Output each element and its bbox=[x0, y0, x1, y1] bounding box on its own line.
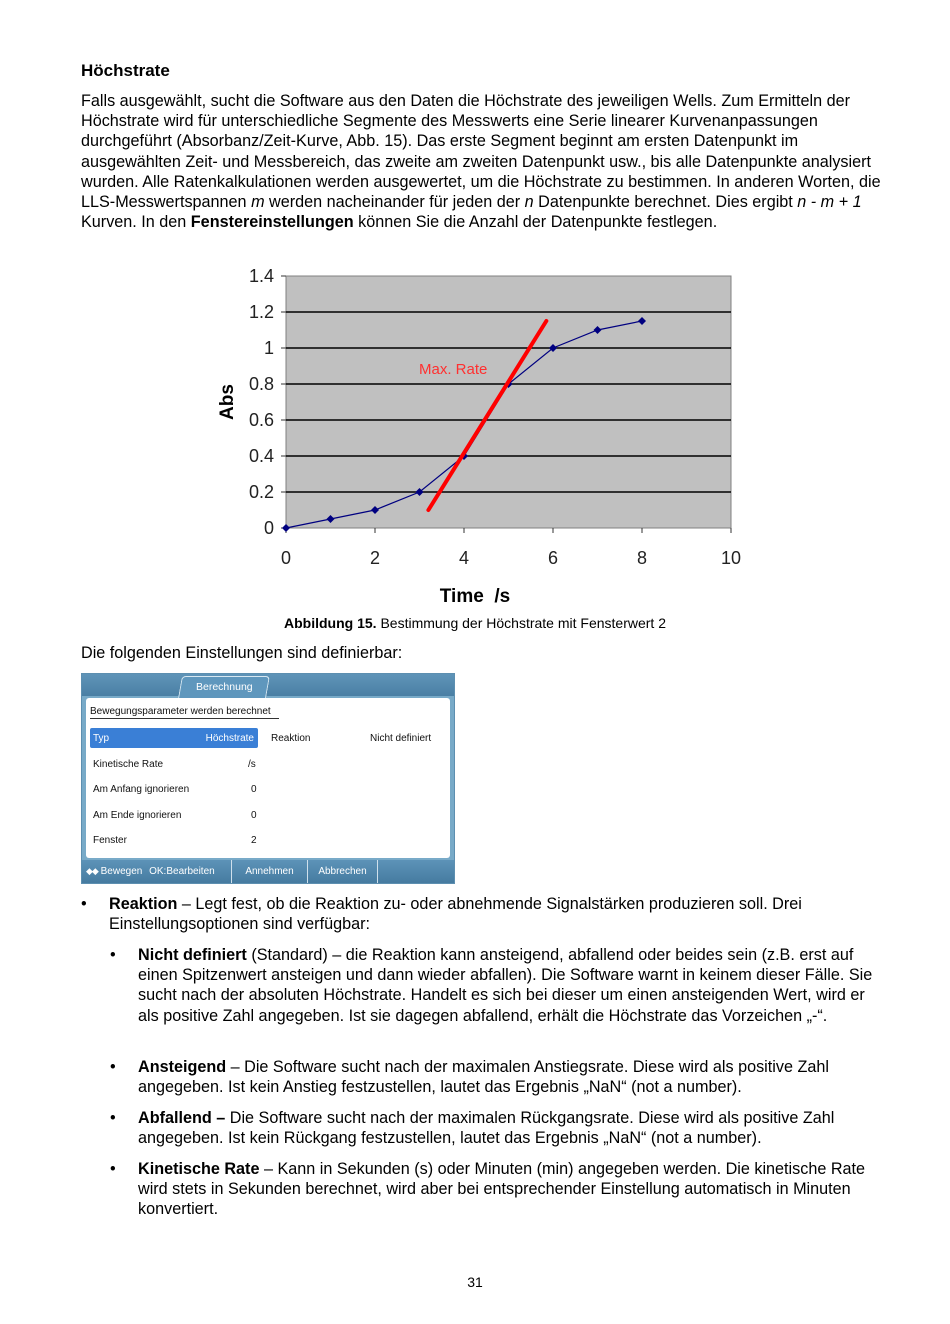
row-value: 0 bbox=[251, 810, 257, 821]
panel-footer bbox=[82, 860, 454, 883]
panel-title: Bewegungsparameter werden berechnet bbox=[90, 706, 279, 719]
bullet-dot: • bbox=[81, 895, 87, 913]
cancel-button[interactable]: Abbrechen bbox=[308, 860, 378, 883]
bullet-dot: • bbox=[110, 1058, 116, 1076]
max-rate-label: Max. Rate bbox=[419, 361, 488, 378]
row-label: Fenster bbox=[93, 835, 127, 846]
accept-button[interactable]: Annehmen bbox=[232, 860, 308, 883]
row-am-ende-ignorieren[interactable] bbox=[90, 805, 444, 825]
x-tick-label: 2 bbox=[369, 548, 381, 568]
x-tick-label: 8 bbox=[636, 548, 648, 568]
option-reaktion[interactable]: Reaktion bbox=[271, 733, 311, 744]
x-tick-label: 6 bbox=[547, 548, 559, 568]
bold-term: Fenstereinstellungen bbox=[190, 213, 354, 232]
plot-area bbox=[286, 276, 731, 528]
row-value: 0 bbox=[251, 784, 257, 795]
x-tick-label: 10 bbox=[720, 548, 742, 568]
row-value: /s bbox=[248, 759, 256, 770]
row-label: Kinetische Rate bbox=[93, 759, 164, 770]
settings-intro: Die folgenden Einstellungen sind definierbar: bbox=[81, 644, 403, 662]
row-fenster[interactable] bbox=[90, 830, 444, 850]
option-nicht-definiert[interactable]: Nicht definiert bbox=[370, 733, 432, 744]
y-tick-label: 0.6 bbox=[248, 410, 274, 430]
page-number: 31 bbox=[467, 1274, 483, 1290]
y-tick-label: 1.2 bbox=[248, 302, 274, 322]
bullet-dot: • bbox=[110, 946, 116, 964]
abs-time-chart bbox=[205, 262, 750, 607]
var-m: m bbox=[251, 193, 265, 212]
footer-move-edit[interactable]: ◆◆ Bewegen OK:Bearbeiten bbox=[86, 860, 232, 883]
bullet-dot: • bbox=[110, 1109, 116, 1127]
row-am-anfang-ignorieren[interactable] bbox=[90, 779, 444, 799]
figure-caption: Abbildung 15. Bestimmung der Höchstrate mit Fensterwert 2 bbox=[284, 615, 666, 631]
y-tick-label: 0.2 bbox=[248, 482, 274, 502]
y-axis-label: Abs bbox=[217, 384, 238, 420]
y-tick-label: 0.4 bbox=[248, 446, 274, 466]
x-tick-label: 0 bbox=[280, 548, 292, 568]
section-heading: Höchstrate bbox=[81, 61, 170, 80]
y-tick-label: 1.4 bbox=[248, 266, 274, 286]
y-tick-label: 0 bbox=[263, 518, 274, 538]
row-value: 2 bbox=[251, 835, 257, 846]
row-label: Typ bbox=[93, 733, 110, 744]
row-kinetische-rate[interactable] bbox=[90, 754, 444, 774]
row-label: Am Anfang ignorieren bbox=[93, 784, 190, 795]
intro-paragraph: Falls ausgewählt, sucht die Software aus den Daten die Höchstrate des jeweiligen Wells. Zum Ermitteln der Höchstrate wird für unterschiedliche Segmente des Messwerts eine Serie linearer Kurvenanpassungen durchgeführt (Absorbanz/Zeit-Kurve, Abb. 15). Das erste Segment beginnt am ersten Datenpunkt im ausgewählten Zeit- und Messbereich, das zweite am zweiten Datenpunkt usw., bis alle Datenpunkte analysiert wurden. Alle Ratenkalkulationen werden ausgewertet, um die Höchstrate zu bestimmen. In anderen Worten, die LLS-Messwertspannen m werden nacheinander für jeden der n Datenpunkte berechnet. Dies ergibt n - m + 1 Kurven. In den Fenstereinstellungen können Sie die Anzahl der Datenpunkte festlegen. bbox=[81, 92, 881, 232]
var-n: n bbox=[524, 193, 534, 212]
settings-content bbox=[86, 698, 450, 858]
x-tick-label: 4 bbox=[458, 548, 470, 568]
calculation-settings-panel bbox=[81, 673, 455, 884]
y-tick-label: 1 bbox=[263, 338, 274, 358]
row-typ[interactable] bbox=[90, 728, 444, 748]
row-value-selected: Höchstrate bbox=[205, 733, 254, 744]
formula: n - m + 1 bbox=[797, 193, 862, 212]
chart-svg bbox=[205, 262, 750, 607]
tab-bar bbox=[82, 674, 454, 696]
tab-berechnung[interactable]: Berechnung bbox=[178, 676, 270, 698]
row-label: Am Ende ignorieren bbox=[93, 810, 182, 821]
x-axis-label: Time /s bbox=[439, 586, 511, 607]
bullet-dot: • bbox=[110, 1160, 116, 1178]
up-down-arrows-icon: ◆◆ bbox=[86, 866, 98, 876]
y-tick-label: 0.8 bbox=[248, 374, 274, 394]
